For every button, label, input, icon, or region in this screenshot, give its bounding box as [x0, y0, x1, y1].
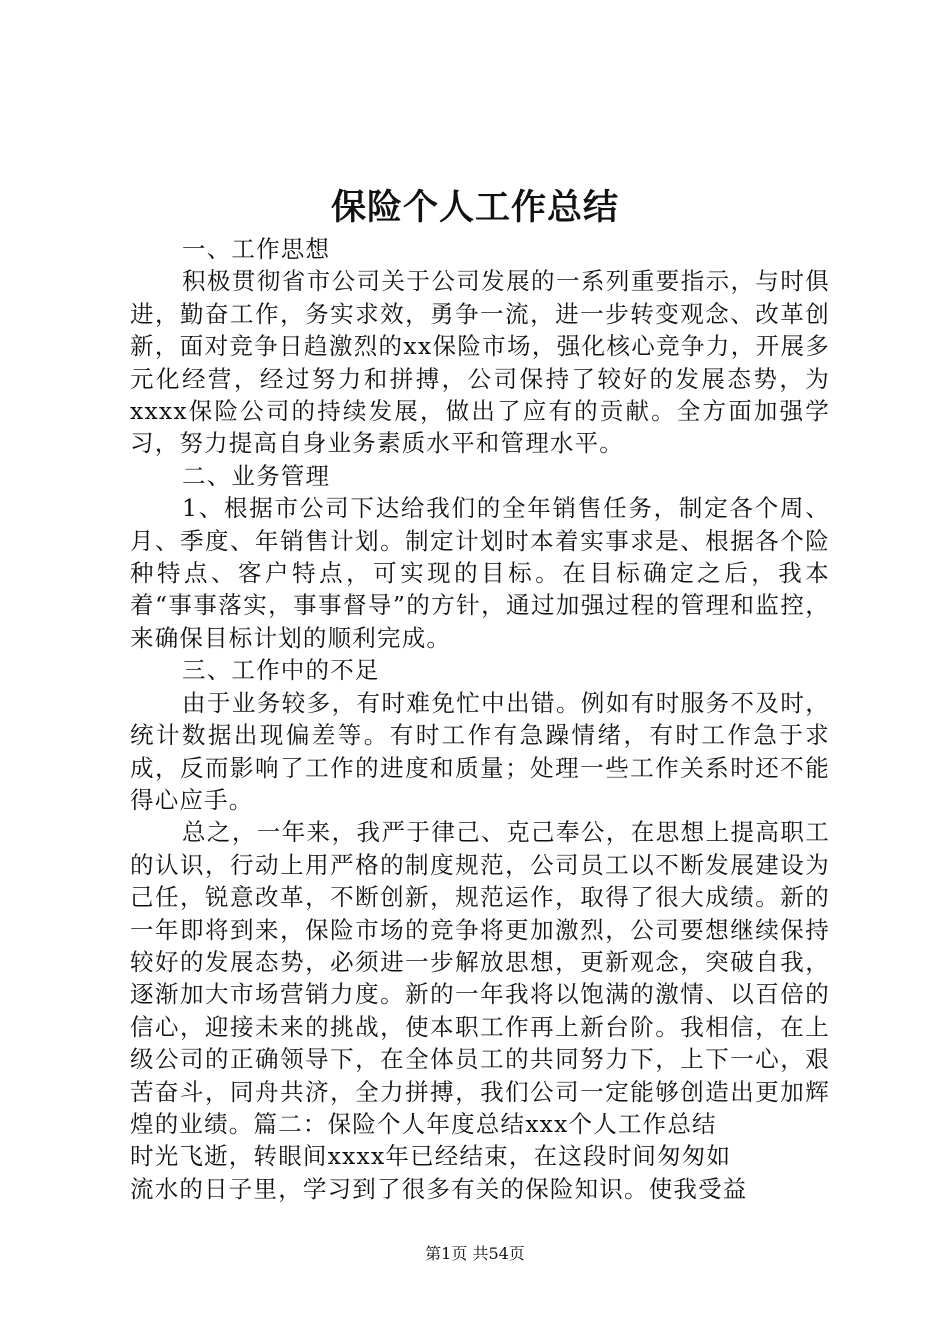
- paragraph-shortcomings: 由于业务较多，有时难免忙中出错。例如有时服务不及时，统计数据出现偏差等。有时工作有急躁情绪，有时工作急于求成，反而影响了工作的进度和质量；处理一些工作关系时还不能得心应手。: [130, 688, 830, 814]
- paragraph-second-article-line-1: 时光飞逝，转眼间xxxx年已经结束，在这段时间匆匆如: [130, 1142, 732, 1171]
- paragraph-work-thought: 积极贯彻省市公司关于公司发展的一系列重要指示，与时俱进，勤奋工作，务实求效，勇争一流，进一步转变观念、改革创新，面对竞争日趋激烈的xx保险市场，强化核心竞争力，开展多元化经营，经过努力和拼搏，公司保持了较好的发展态势，为xxxx保险公司的持续发展，做出了应有的贡献。全方面加强学习，努力提高自身业务素质水平和管理水平。: [130, 267, 830, 458]
- paragraph-summary: 总之，一年来，我严于律己、克己奉公，在思想上提高职工的认识，行动上用严格的制度规范，公司员工以不断发展建设为己任，锐意改革，不断创新，规范运作，取得了很大成绩。新的一年即将到来，保险市场的竞争将更加激烈，公司要想继续保持较好的发展态势，必须进一步解放思想，更新观念，突破自我，逐渐加大市场营销力度。新的一年我将以饱满的激情、以百倍的信心，迎接未来的挑战，使本职工作再上新台阶。我相信，在上级公司的正确领导下，在全体员工的共同努力下，上下一心，艰苦奋斗，同舟共济，全力拼搏，我们公司一定能够创造出更加辉煌的业绩。篇二：保险个人年度总结xxx个人工作总结: [130, 818, 830, 1138]
- section-heading-business-management: 二、业务管理: [182, 461, 331, 490]
- section-heading-shortcomings: 三、工作中的不足: [182, 656, 380, 685]
- paragraph-business-management: 1、根据市公司下达给我们的全年销售任务，制定各个周、月、季度、年销售计划。制定计划时本着实事求是、根据各个险种特点、客户特点，可实现的目标。在目标确定之后，我本着“事事落实，事事督导”的方针，通过加强过程的管理和监控，来确保目标计划的顺利完成。: [130, 494, 830, 652]
- page-footer: 第1页 共54页: [425, 1244, 525, 1263]
- document-body: [130, 233, 830, 1205]
- document-title: 保险个人工作总结: [330, 187, 619, 228]
- section-heading-work-thought: 一、工作思想: [182, 235, 331, 263]
- paragraph-second-article-line-2: 流水的日子里，学习到了很多有关的保险知识。使我受益: [130, 1174, 748, 1203]
